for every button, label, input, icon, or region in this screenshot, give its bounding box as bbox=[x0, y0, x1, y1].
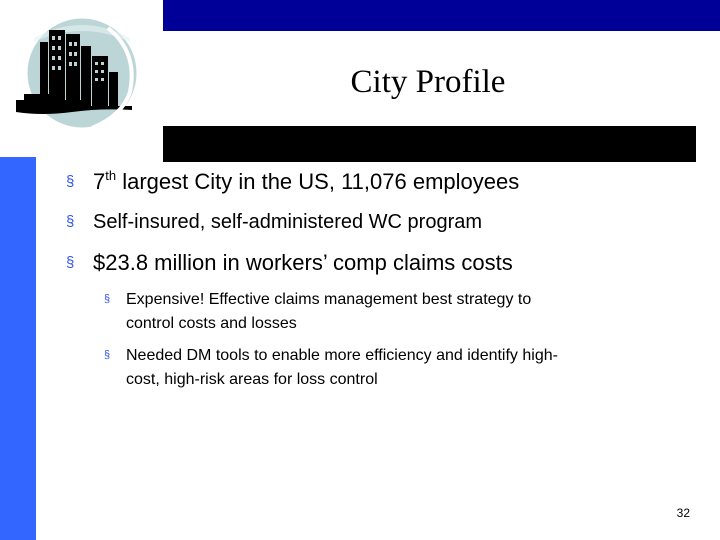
sub-bullet-line-1: Expensive! Effective claims management best strategy to bbox=[126, 291, 532, 308]
city-skyline-icon bbox=[12, 12, 142, 134]
left-color-band bbox=[0, 157, 36, 540]
sub-bullet-line-2: control costs and losses bbox=[126, 315, 297, 332]
slide-title: City Profile bbox=[350, 64, 506, 100]
sub-bullet-line-2: cost, high-risk areas for loss control bbox=[126, 371, 378, 388]
bullet-rest-text: largest City in the US, 11,076 employees bbox=[116, 169, 520, 194]
sub-bullet-marker-icon: § bbox=[104, 349, 111, 361]
sub-bullet-text bbox=[126, 288, 666, 336]
sub-bullet-marker-icon: § bbox=[104, 293, 111, 305]
sub-bullet-text bbox=[126, 344, 666, 392]
bullet-marker-icon: § bbox=[66, 254, 75, 271]
top-color-band bbox=[163, 0, 720, 31]
bullet-marker-icon: § bbox=[66, 173, 75, 190]
bullet-text bbox=[93, 168, 519, 196]
bullet-marker-icon: § bbox=[66, 213, 75, 230]
page-number: 32 bbox=[676, 506, 690, 520]
ordinal-number: 7 bbox=[93, 169, 106, 194]
sub-bullet-line-1: Needed DM tools to enable more efficiency and identify high- bbox=[126, 347, 558, 364]
title-underline-band bbox=[163, 126, 696, 162]
ordinal-suffix: th bbox=[105, 168, 117, 183]
bullet-text: Self-insured, self-administered WC program bbox=[93, 211, 483, 233]
bullet-text: $23.8 million in workers’ comp claims costs bbox=[93, 250, 513, 275]
